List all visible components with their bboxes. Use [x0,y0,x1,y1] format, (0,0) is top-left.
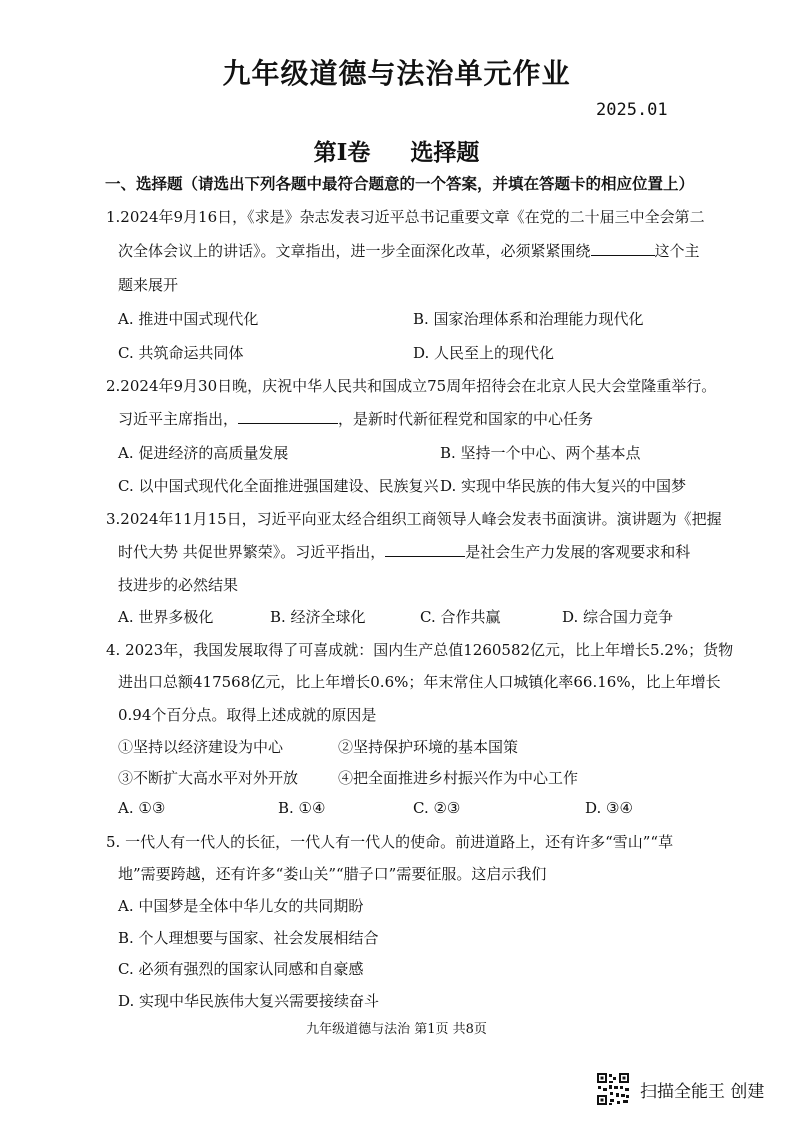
q1-answer-blank [591,241,655,256]
q4-option-c: C. ②③ [413,799,461,817]
q2-option-c: C. 以中国式现代化全面推进强国建设、民族复兴 [118,477,439,495]
q3-option-a: A. 世界多极化 [118,608,214,626]
scanner-watermark: 扫描全能王 创建 [640,1082,765,1102]
q2-stem-line2 [118,408,593,429]
q1-stem-line1: 1.2024年9月16日，《求是》杂志发表习近平总书记重要文章《在党的二十届三中全会第二 [106,208,705,226]
q2-option-b: B. 坚持一个中心、两个基本点 [440,444,641,462]
q3-stem-line2 [118,541,690,562]
q1-option-c: C. 共筑命运共同体 [118,344,244,362]
q4-option-b: B. ①④ [278,799,326,817]
section-instruction: 一、选择题（请选出下列各题中最符合题意的一个答案，并填在答题卡的相应位置上） [105,174,695,193]
q3-stem-line2-end: 是社会生产力发展的客观要求和科 [465,543,691,561]
q2-answer-blank [238,409,338,424]
q1-stem-line3: 题来展开 [118,276,179,294]
q4-stem-line1: 4. 2023年，我国发展取得了可喜成就：国内生产总值1260582亿元，比上年增长5.2%；货物 [106,641,734,659]
q1-stem-line2-start: 次全体会议上的讲话》。文章指出，进一步全面深化改革，必须紧紧围绕 [118,242,591,260]
q5-option-c: C. 必须有强烈的国家认同感和自豪感 [118,960,364,978]
q5-option-d: D. 实现中华民族伟大复兴需要接续奋斗 [118,992,380,1010]
q5-option-b: B. 个人理想要与国家、社会发展相结合 [118,929,379,947]
q1-option-d: D. 人民至上的现代化 [413,344,555,362]
q5-stem-line1: 5. 一代人有一代人的长征，一代人有一代人的使命。前进道路上，还有许多“雪山”“草 [106,833,674,851]
q1-stem-line2 [118,240,700,261]
q4-statement-1: ①坚持以经济建设为中心 [118,738,284,756]
q3-option-c: C. 合作共赢 [420,608,501,626]
q4-stem-line2: 进出口总额417568亿元，比上年增长0.6%；年末常住人口城镇化率66.16%，比上年增长 [118,673,721,691]
q3-answer-blank [385,542,465,557]
q3-stem-line1: 3.2024年11月15日，习近平向亚太经合组织工商领导人峰会发表书面演讲。演讲题为《把握 [106,510,722,528]
q4-stem-line3: 0.94个百分点。取得上述成就的原因是 [118,706,377,724]
page-title: 九年级道德与法治单元作业 [222,57,571,90]
q2-option-d: D. 实现中华民族的伟大复兴的中国梦 [440,477,687,495]
q2-option-a: A. 促进经济的高质量发展 [118,444,289,462]
q5-option-a: A. 中国梦是全体中华儿女的共同期盼 [118,897,364,915]
exam-date: 2025.01 [596,100,668,120]
q2-stem-line1: 2.2024年9月30日晚，庆祝中华人民共和国成立75周年招待会在北京人民大会堂隆重举行。 [106,377,717,395]
q4-option-d: D. ③④ [585,799,633,817]
q4-statement-3: ③不断扩大高水平对外开放 [118,769,299,787]
q3-option-b: B. 经济全球化 [270,608,366,626]
q1-option-a: A. 推进中国式现代化 [118,310,259,328]
q3-option-d: D. 综合国力竞争 [562,608,674,626]
q1-option-b: B. 国家治理体系和治理能力现代化 [413,310,644,328]
q4-statement-2: ②坚持保护环境的基本国策 [338,738,519,756]
q3-stem-line3: 技进步的必然结果 [118,576,239,594]
q4-option-a: A. ①③ [118,799,166,817]
page-footer: 九年级道德与法治 第1页 共8页 [306,1022,487,1037]
q2-stem-line2-end: ，是新时代新征程党和国家的中心任务 [338,410,594,428]
q4-statement-4: ④把全面推进乡村振兴作为中心工作 [338,769,579,787]
q3-stem-line2-start: 时代大势 共促世界繁荣》。习近平指出， [118,543,386,561]
section-heading [0,134,793,167]
section-name: 选择题 [410,139,480,166]
qr-code-icon [596,1072,630,1106]
q2-stem-line2-start: 习近平主席指出， [118,410,239,428]
section-part: 第Ⅰ卷 [313,139,371,166]
q1-stem-line2-end: 这个主 [654,242,700,260]
q5-stem-line2: 地”需要跨越，还有许多“娄山关”“腊子口”需要征服。这启示我们 [118,865,547,883]
